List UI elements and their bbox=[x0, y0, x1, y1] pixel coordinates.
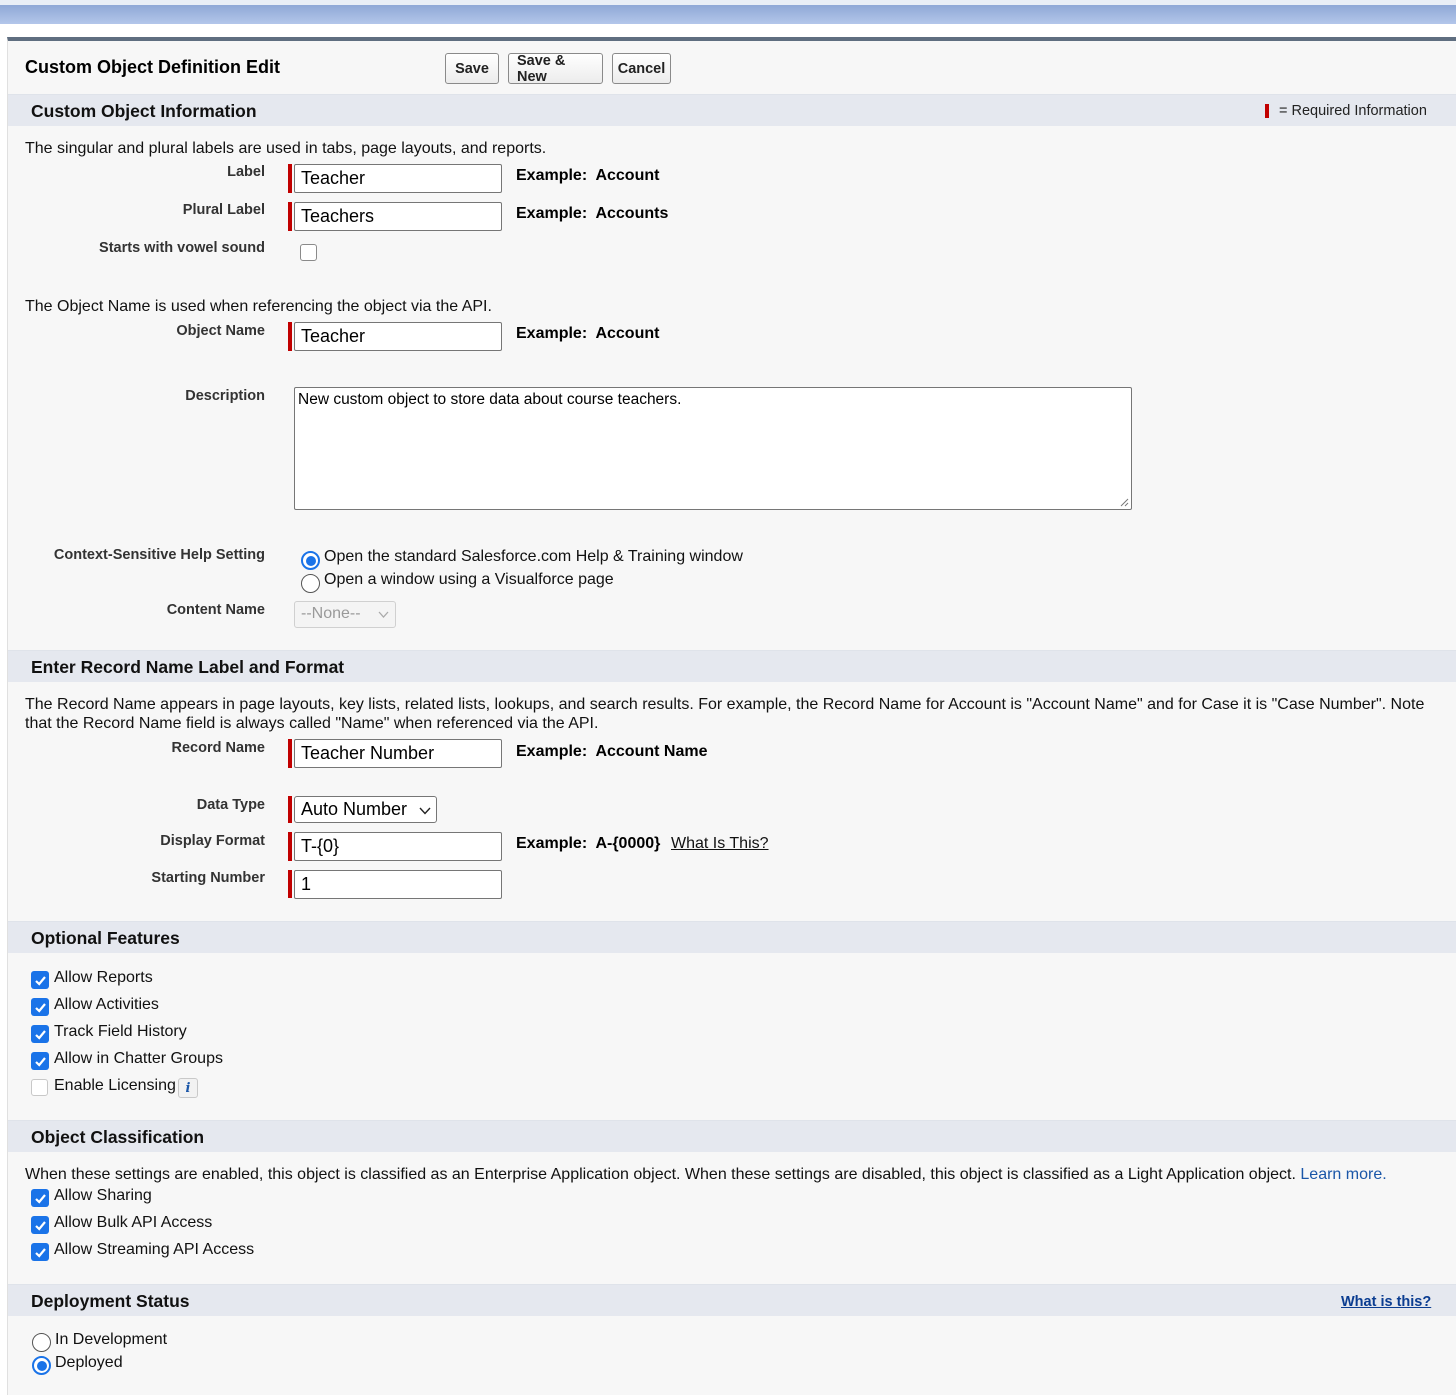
help-option-standard-label: Open the standard Salesforce.com Help & Training window bbox=[324, 548, 743, 565]
chevron-down-icon bbox=[419, 807, 431, 815]
save-new-button[interactable]: Save & New bbox=[508, 53, 603, 84]
help-option-visualforce-label: Open a window using a Visualforce page bbox=[324, 571, 614, 588]
allow-chatter-groups-label: Allow in Chatter Groups bbox=[54, 1050, 223, 1067]
optional-features-header bbox=[8, 921, 1456, 953]
label-example: Example: Account bbox=[516, 167, 660, 184]
classification-intro: When these settings are enabled, this object is classified as an Enterprise Application object. When these settings are disabled, this object is classified as a Light Application object. Learn more. bbox=[25, 1166, 1387, 1183]
object-name-example: Example: Account bbox=[516, 325, 660, 342]
required-marker bbox=[288, 870, 292, 898]
starting-number-label: Starting Number bbox=[151, 870, 265, 886]
top-banner bbox=[0, 0, 1456, 24]
record-name-input[interactable]: Teacher Number bbox=[294, 739, 502, 768]
cancel-button[interactable]: Cancel bbox=[612, 53, 671, 84]
record-name-example: Example: Account Name bbox=[516, 743, 708, 760]
object-name-input[interactable]: Teacher bbox=[294, 322, 502, 351]
in-development-radio[interactable] bbox=[32, 1333, 51, 1352]
section-title: Deployment Status bbox=[31, 1291, 190, 1311]
section-title: Object Classification bbox=[31, 1127, 205, 1147]
allow-bulk-api-label: Allow Bulk API Access bbox=[54, 1214, 213, 1231]
display-format-label: Display Format bbox=[160, 833, 265, 849]
required-marker bbox=[288, 739, 292, 768]
allow-activities-label: Allow Activities bbox=[54, 996, 159, 1013]
description-text: New custom object to store data about course teachers. bbox=[298, 391, 682, 408]
record-name-intro-1: The Record Name appears in page layouts, key lists, related lists, lookups, and search results. For example, the Record Name for Account is "Account Name" and for Case it is "Case Number". Note bbox=[25, 696, 1425, 713]
allow-sharing-checkbox[interactable] bbox=[31, 1189, 49, 1207]
required-marker bbox=[288, 322, 292, 351]
required-marker bbox=[288, 164, 292, 193]
deployed-label: Deployed bbox=[55, 1354, 123, 1371]
required-legend: = Required Information bbox=[1279, 103, 1427, 119]
allow-streaming-api-checkbox[interactable] bbox=[31, 1243, 49, 1261]
deployed-radio[interactable] bbox=[32, 1356, 51, 1375]
track-field-history-label: Track Field History bbox=[54, 1023, 187, 1040]
allow-streaming-api-label: Allow Streaming API Access bbox=[54, 1241, 255, 1258]
label-input[interactable]: Teacher bbox=[294, 164, 502, 193]
allow-reports-checkbox[interactable] bbox=[31, 971, 49, 989]
plural-label-example: Example: Accounts bbox=[516, 205, 669, 222]
vowel-sound-checkbox[interactable] bbox=[300, 244, 317, 261]
learn-more-link[interactable]: Learn more. bbox=[1300, 1166, 1387, 1183]
object-name-intro: The Object Name is used when referencing the object via the API. bbox=[25, 298, 492, 315]
allow-reports-label: Allow Reports bbox=[54, 969, 153, 986]
edit-panel bbox=[7, 37, 1456, 1395]
chevron-down-icon bbox=[378, 611, 389, 618]
enable-licensing-label: Enable Licensing bbox=[54, 1077, 176, 1094]
allow-activities-checkbox[interactable] bbox=[31, 998, 49, 1016]
help-option-visualforce-radio[interactable] bbox=[301, 574, 320, 593]
description-textarea[interactable] bbox=[294, 387, 1132, 510]
track-field-history-checkbox[interactable] bbox=[31, 1025, 49, 1043]
content-name-label: Content Name bbox=[166, 602, 265, 618]
display-format-input[interactable]: T-{0} bbox=[294, 832, 502, 861]
plural-label-field-label: Plural Label bbox=[182, 202, 265, 218]
object-classification-header bbox=[8, 1120, 1456, 1152]
required-marker bbox=[288, 832, 292, 861]
starting-number-input[interactable]: 1 bbox=[294, 870, 502, 899]
vowel-sound-label: Starts with vowel sound bbox=[99, 240, 265, 256]
allow-chatter-groups-checkbox[interactable] bbox=[31, 1052, 49, 1070]
plural-label-input[interactable]: Teachers bbox=[294, 202, 502, 231]
deployment-status-header bbox=[8, 1284, 1456, 1316]
data-type-label: Data Type bbox=[196, 797, 265, 813]
info-icon[interactable]: i bbox=[178, 1078, 198, 1098]
description-label: Description bbox=[185, 388, 265, 404]
object-name-label: Object Name bbox=[176, 323, 265, 339]
display-format-example: Example: A-{0000} bbox=[516, 835, 661, 852]
allow-bulk-api-checkbox[interactable] bbox=[31, 1216, 49, 1234]
page-title: Custom Object Definition Edit bbox=[25, 57, 280, 77]
content-name-select: --None-- bbox=[294, 601, 396, 628]
section-title: Custom Object Information bbox=[31, 101, 257, 121]
resize-handle-icon[interactable] bbox=[1119, 497, 1129, 507]
section-title: Optional Features bbox=[31, 928, 180, 948]
record-name-intro-2: that the Record Name field is always called "Name" when referenced via the API. bbox=[25, 715, 599, 732]
deployment-what-is-this-link[interactable]: What is this? bbox=[1341, 1294, 1432, 1310]
labels-intro: The singular and plural labels are used in tabs, page layouts, and reports. bbox=[25, 140, 547, 157]
enable-licensing-checkbox bbox=[31, 1079, 48, 1096]
help-option-standard-radio[interactable] bbox=[301, 551, 320, 570]
data-type-select[interactable]: Auto Number bbox=[294, 796, 437, 823]
save-button[interactable]: Save bbox=[445, 53, 499, 84]
required-marker bbox=[288, 796, 292, 823]
in-development-label: In Development bbox=[55, 1331, 168, 1348]
required-marker bbox=[288, 202, 292, 231]
custom-object-info-header bbox=[8, 94, 1456, 126]
section-title: Enter Record Name Label and Format bbox=[31, 657, 345, 677]
record-name-header bbox=[8, 650, 1456, 682]
allow-sharing-label: Allow Sharing bbox=[54, 1187, 152, 1204]
what-is-this-link[interactable]: What Is This? bbox=[671, 835, 769, 852]
label-field-label: Label bbox=[227, 164, 265, 180]
record-name-label: Record Name bbox=[171, 740, 265, 756]
required-marker-icon bbox=[1265, 104, 1269, 118]
help-setting-label: Context-Sensitive Help Setting bbox=[53, 547, 265, 563]
